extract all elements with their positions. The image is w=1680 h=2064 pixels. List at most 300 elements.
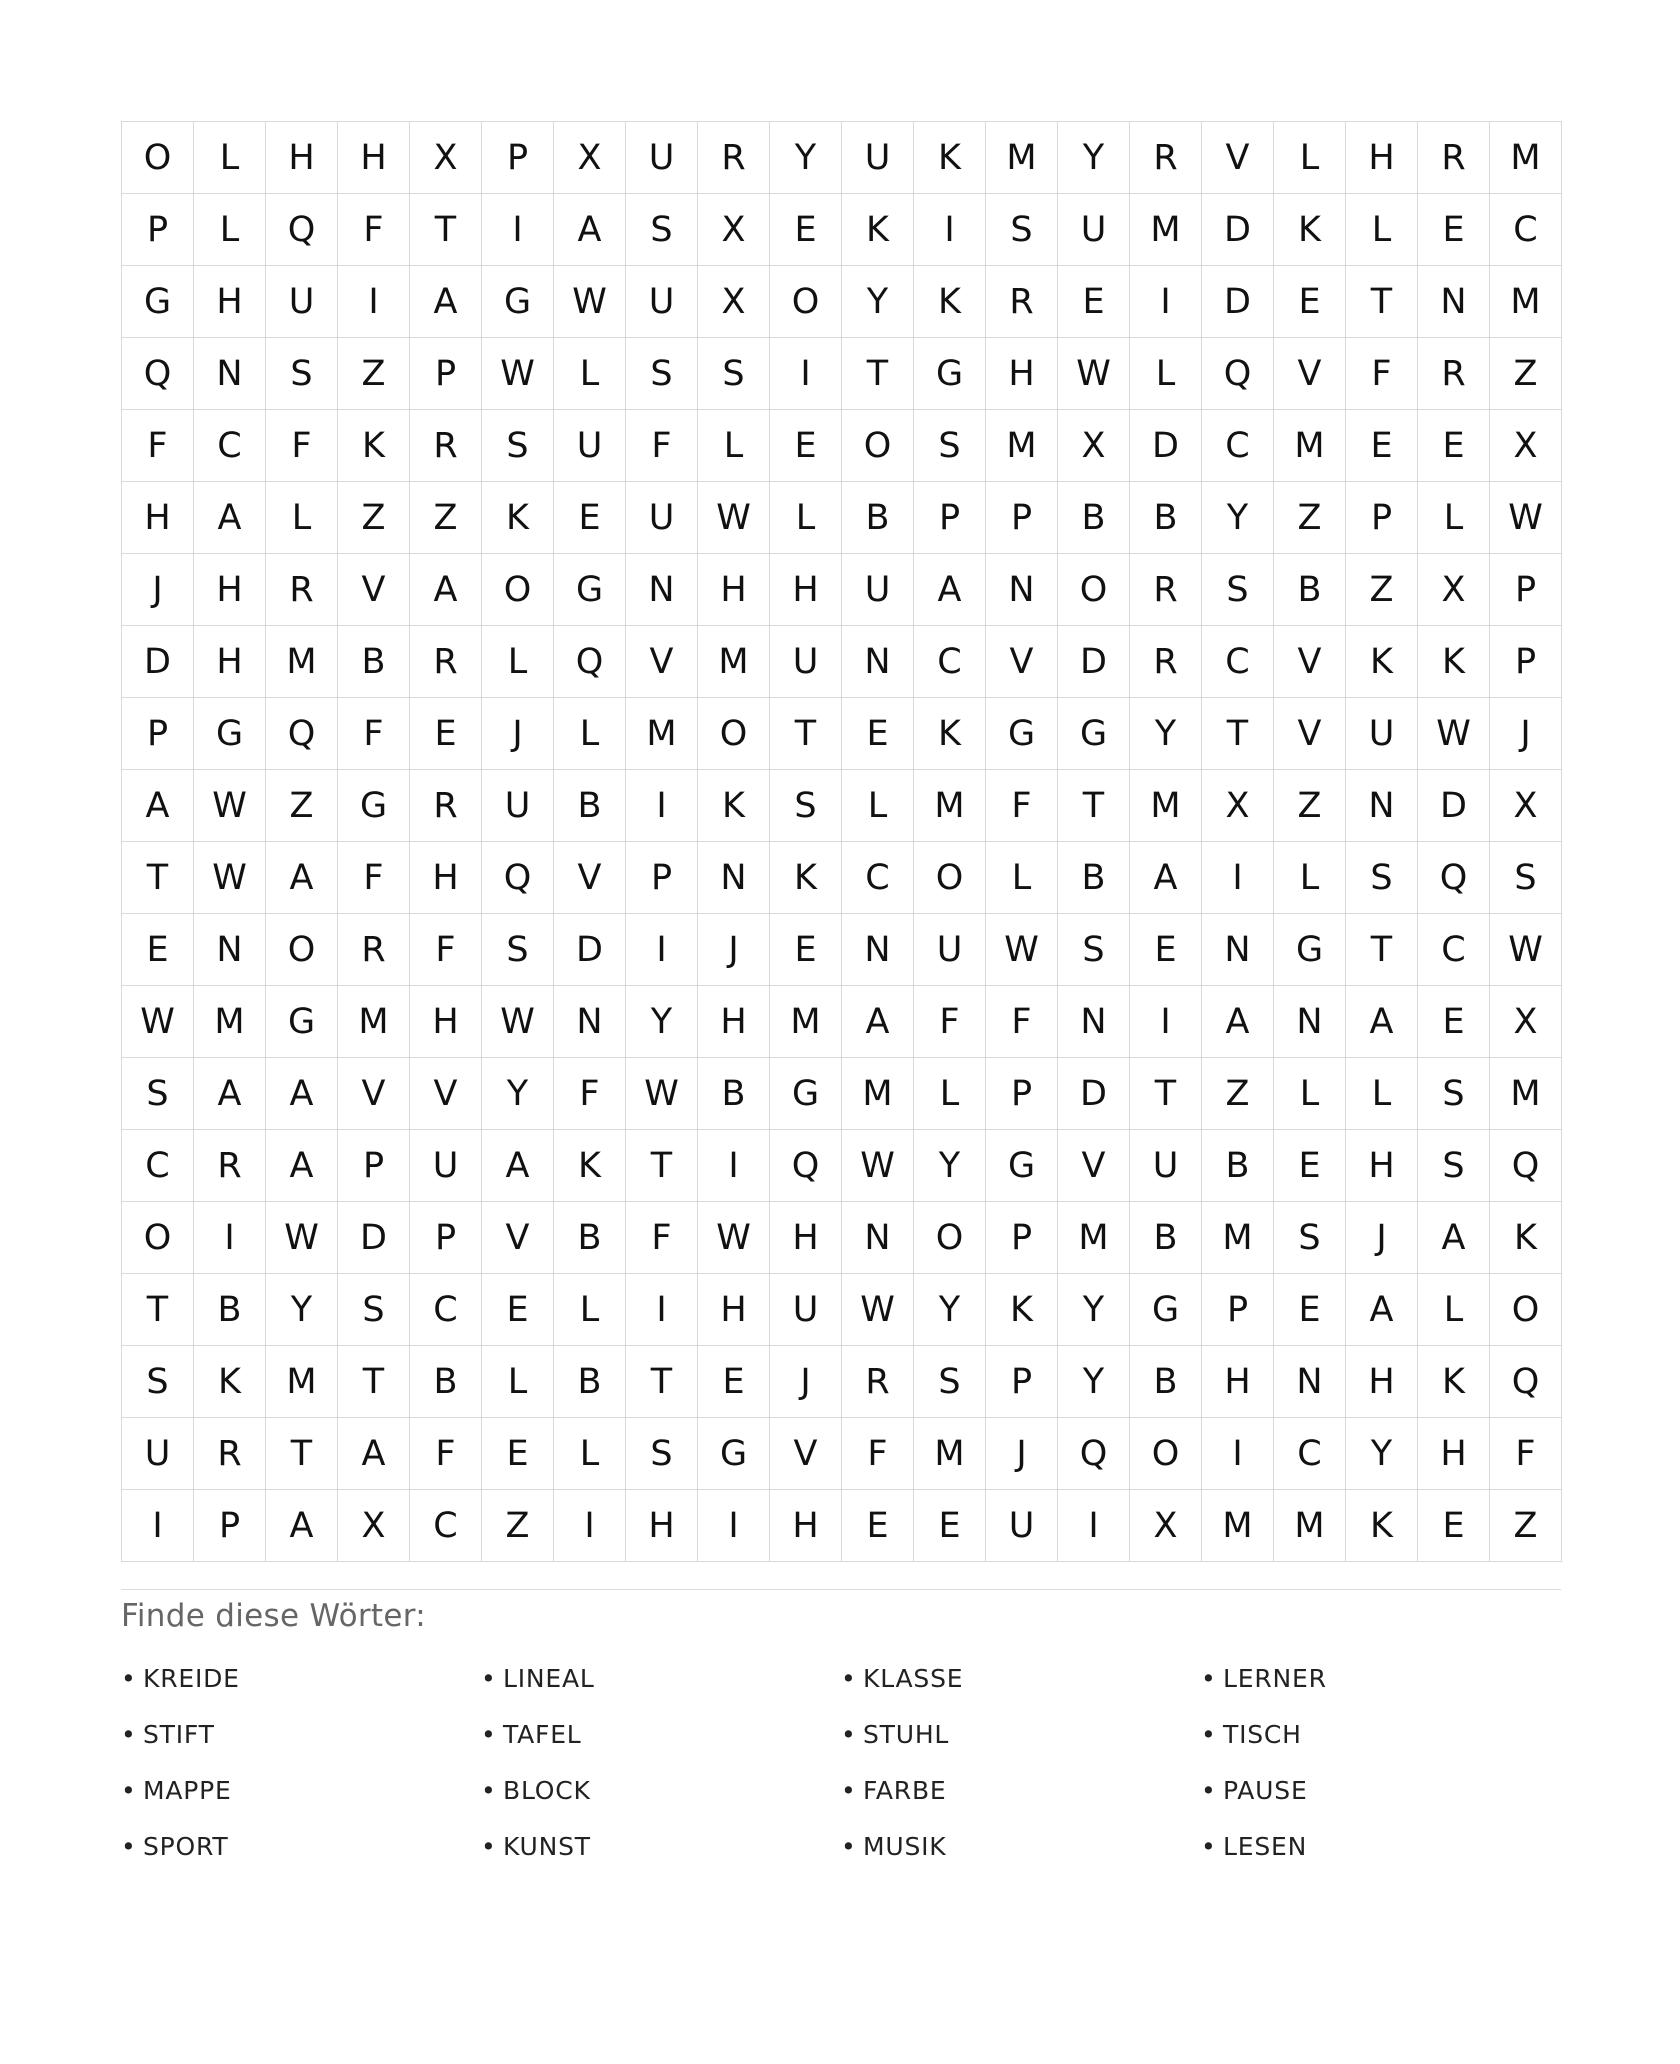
grid-cell[interactable]: A	[554, 194, 626, 266]
grid-cell[interactable]: A	[1202, 986, 1274, 1058]
grid-cell[interactable]: A	[842, 986, 914, 1058]
grid-cell[interactable]: I	[1130, 986, 1202, 1058]
grid-cell[interactable]: K	[1418, 626, 1490, 698]
grid-cell[interactable]: M	[1274, 1490, 1346, 1562]
grid-cell[interactable]: E	[698, 1346, 770, 1418]
grid-cell[interactable]: L	[1274, 842, 1346, 914]
grid-cell[interactable]: W	[554, 266, 626, 338]
grid-cell[interactable]: H	[626, 1490, 698, 1562]
grid-cell[interactable]: D	[1058, 1058, 1130, 1130]
grid-cell[interactable]: R	[1130, 122, 1202, 194]
grid-cell[interactable]: A	[266, 1490, 338, 1562]
grid-cell[interactable]: G	[554, 554, 626, 626]
grid-cell[interactable]: F	[914, 986, 986, 1058]
grid-cell[interactable]: M	[338, 986, 410, 1058]
grid-cell[interactable]: M	[626, 698, 698, 770]
grid-cell[interactable]: R	[194, 1418, 266, 1490]
grid-cell[interactable]: H	[1202, 1346, 1274, 1418]
grid-cell[interactable]: E	[1130, 914, 1202, 986]
grid-cell[interactable]: P	[194, 1490, 266, 1562]
grid-cell[interactable]: E	[1346, 410, 1418, 482]
grid-cell[interactable]: N	[1274, 986, 1346, 1058]
grid-cell[interactable]: W	[194, 842, 266, 914]
grid-cell[interactable]: X	[410, 122, 482, 194]
grid-cell[interactable]: V	[554, 842, 626, 914]
grid-cell[interactable]: P	[1346, 482, 1418, 554]
grid-cell[interactable]: A	[266, 1058, 338, 1130]
grid-cell[interactable]: H	[770, 1490, 842, 1562]
grid-cell[interactable]: R	[410, 770, 482, 842]
grid-cell[interactable]: C	[1202, 410, 1274, 482]
grid-cell[interactable]: G	[482, 266, 554, 338]
grid-cell[interactable]: U	[482, 770, 554, 842]
grid-cell[interactable]: N	[842, 626, 914, 698]
grid-cell[interactable]: V	[338, 554, 410, 626]
grid-cell[interactable]: C	[122, 1130, 194, 1202]
grid-cell[interactable]: E	[554, 482, 626, 554]
grid-cell[interactable]: F	[842, 1418, 914, 1490]
grid-cell[interactable]: V	[1058, 1130, 1130, 1202]
grid-cell[interactable]: S	[1274, 1202, 1346, 1274]
grid-cell[interactable]: O	[122, 1202, 194, 1274]
grid-cell[interactable]: R	[410, 410, 482, 482]
grid-cell[interactable]: H	[410, 842, 482, 914]
grid-cell[interactable]: K	[1346, 1490, 1418, 1562]
grid-cell[interactable]: X	[1490, 770, 1562, 842]
grid-cell[interactable]: D	[1202, 266, 1274, 338]
grid-cell[interactable]: U	[842, 554, 914, 626]
grid-cell[interactable]: E	[770, 914, 842, 986]
grid-cell[interactable]: P	[122, 194, 194, 266]
grid-cell[interactable]: N	[194, 914, 266, 986]
grid-cell[interactable]: P	[986, 1058, 1058, 1130]
grid-cell[interactable]: Q	[266, 194, 338, 266]
grid-cell[interactable]: T	[1130, 1058, 1202, 1130]
grid-cell[interactable]: E	[1418, 1490, 1490, 1562]
grid-cell[interactable]: C	[1490, 194, 1562, 266]
grid-cell[interactable]: P	[338, 1130, 410, 1202]
grid-cell[interactable]: S	[1418, 1058, 1490, 1130]
grid-cell[interactable]: M	[1490, 1058, 1562, 1130]
grid-cell[interactable]: S	[626, 194, 698, 266]
grid-cell[interactable]: B	[1202, 1130, 1274, 1202]
grid-cell[interactable]: P	[986, 1346, 1058, 1418]
grid-cell[interactable]: A	[1418, 1202, 1490, 1274]
grid-cell[interactable]: F	[626, 410, 698, 482]
grid-cell[interactable]: X	[698, 194, 770, 266]
grid-cell[interactable]: R	[698, 122, 770, 194]
grid-cell[interactable]: W	[842, 1274, 914, 1346]
grid-cell[interactable]: Y	[770, 122, 842, 194]
grid-cell[interactable]: C	[914, 626, 986, 698]
grid-cell[interactable]: J	[122, 554, 194, 626]
grid-cell[interactable]: L	[266, 482, 338, 554]
grid-cell[interactable]: L	[1130, 338, 1202, 410]
grid-cell[interactable]: R	[1130, 554, 1202, 626]
grid-cell[interactable]: W	[842, 1130, 914, 1202]
grid-cell[interactable]: O	[1130, 1418, 1202, 1490]
grid-cell[interactable]: G	[698, 1418, 770, 1490]
grid-cell[interactable]: I	[698, 1490, 770, 1562]
grid-cell[interactable]: S	[1418, 1130, 1490, 1202]
grid-cell[interactable]: T	[338, 1346, 410, 1418]
grid-cell[interactable]: B	[1130, 1346, 1202, 1418]
grid-cell[interactable]: R	[1130, 626, 1202, 698]
grid-cell[interactable]: Z	[1274, 482, 1346, 554]
grid-cell[interactable]: V	[1274, 698, 1346, 770]
grid-cell[interactable]: J	[1346, 1202, 1418, 1274]
grid-cell[interactable]: F	[338, 194, 410, 266]
grid-cell[interactable]: L	[554, 698, 626, 770]
grid-cell[interactable]: T	[1346, 266, 1418, 338]
grid-cell[interactable]: V	[986, 626, 1058, 698]
grid-cell[interactable]: P	[122, 698, 194, 770]
grid-cell[interactable]: Y	[1202, 482, 1274, 554]
grid-cell[interactable]: M	[1202, 1202, 1274, 1274]
grid-cell[interactable]: K	[1346, 626, 1418, 698]
grid-cell[interactable]: I	[1202, 842, 1274, 914]
grid-cell[interactable]: U	[122, 1418, 194, 1490]
grid-cell[interactable]: E	[1274, 1274, 1346, 1346]
grid-cell[interactable]: M	[1490, 122, 1562, 194]
grid-cell[interactable]: I	[626, 770, 698, 842]
grid-cell[interactable]: H	[1346, 122, 1418, 194]
grid-cell[interactable]: S	[266, 338, 338, 410]
grid-cell[interactable]: P	[482, 122, 554, 194]
grid-cell[interactable]: A	[1346, 1274, 1418, 1346]
grid-cell[interactable]: F	[410, 914, 482, 986]
grid-cell[interactable]: G	[1130, 1274, 1202, 1346]
grid-cell[interactable]: P	[626, 842, 698, 914]
grid-cell[interactable]: N	[1202, 914, 1274, 986]
grid-cell[interactable]: W	[194, 770, 266, 842]
grid-cell[interactable]: D	[1058, 626, 1130, 698]
grid-cell[interactable]: S	[482, 914, 554, 986]
grid-cell[interactable]: E	[914, 1490, 986, 1562]
grid-cell[interactable]: B	[410, 1346, 482, 1418]
grid-cell[interactable]: I	[698, 1130, 770, 1202]
grid-cell[interactable]: E	[770, 194, 842, 266]
grid-cell[interactable]: H	[770, 1202, 842, 1274]
grid-cell[interactable]: K	[914, 698, 986, 770]
grid-cell[interactable]: T	[626, 1130, 698, 1202]
grid-cell[interactable]: K	[698, 770, 770, 842]
grid-cell[interactable]: L	[1346, 194, 1418, 266]
grid-cell[interactable]: H	[698, 554, 770, 626]
grid-cell[interactable]: O	[266, 914, 338, 986]
grid-cell[interactable]: L	[554, 1418, 626, 1490]
grid-cell[interactable]: H	[194, 626, 266, 698]
grid-cell[interactable]: K	[914, 122, 986, 194]
grid-cell[interactable]: S	[626, 338, 698, 410]
grid-cell[interactable]: O	[914, 1202, 986, 1274]
grid-cell[interactable]: G	[1274, 914, 1346, 986]
grid-cell[interactable]: W	[482, 338, 554, 410]
grid-cell[interactable]: Z	[410, 482, 482, 554]
grid-cell[interactable]: U	[554, 410, 626, 482]
grid-cell[interactable]: E	[122, 914, 194, 986]
grid-cell[interactable]: H	[770, 554, 842, 626]
grid-cell[interactable]: H	[338, 122, 410, 194]
grid-cell[interactable]: H	[410, 986, 482, 1058]
grid-cell[interactable]: S	[914, 1346, 986, 1418]
grid-cell[interactable]: U	[986, 1490, 1058, 1562]
grid-cell[interactable]: A	[338, 1418, 410, 1490]
grid-cell[interactable]: L	[1274, 122, 1346, 194]
grid-cell[interactable]: H	[266, 122, 338, 194]
grid-cell[interactable]: U	[266, 266, 338, 338]
grid-cell[interactable]: D	[1418, 770, 1490, 842]
grid-cell[interactable]: K	[770, 842, 842, 914]
grid-cell[interactable]: K	[482, 482, 554, 554]
grid-cell[interactable]: B	[554, 1346, 626, 1418]
grid-cell[interactable]: O	[1058, 554, 1130, 626]
grid-cell[interactable]: P	[986, 482, 1058, 554]
grid-cell[interactable]: T	[1202, 698, 1274, 770]
grid-cell[interactable]: U	[626, 266, 698, 338]
grid-cell[interactable]: A	[914, 554, 986, 626]
grid-cell[interactable]: Q	[266, 698, 338, 770]
grid-cell[interactable]: A	[410, 266, 482, 338]
grid-cell[interactable]: P	[1490, 554, 1562, 626]
grid-cell[interactable]: M	[1274, 410, 1346, 482]
grid-cell[interactable]: F	[410, 1418, 482, 1490]
grid-cell[interactable]: Q	[1058, 1418, 1130, 1490]
grid-cell[interactable]: G	[194, 698, 266, 770]
grid-cell[interactable]: E	[410, 698, 482, 770]
grid-cell[interactable]: F	[122, 410, 194, 482]
grid-cell[interactable]: K	[554, 1130, 626, 1202]
grid-cell[interactable]: N	[554, 986, 626, 1058]
grid-cell[interactable]: A	[482, 1130, 554, 1202]
grid-cell[interactable]: S	[122, 1346, 194, 1418]
grid-cell[interactable]: L	[554, 338, 626, 410]
grid-cell[interactable]: N	[1346, 770, 1418, 842]
grid-cell[interactable]: M	[1202, 1490, 1274, 1562]
grid-cell[interactable]: Y	[626, 986, 698, 1058]
grid-cell[interactable]: B	[554, 770, 626, 842]
grid-cell[interactable]: L	[1418, 1274, 1490, 1346]
grid-cell[interactable]: Y	[914, 1274, 986, 1346]
grid-cell[interactable]: H	[698, 1274, 770, 1346]
grid-cell[interactable]: J	[770, 1346, 842, 1418]
grid-cell[interactable]: M	[194, 986, 266, 1058]
grid-cell[interactable]: S	[482, 410, 554, 482]
grid-cell[interactable]: E	[1418, 410, 1490, 482]
grid-cell[interactable]: A	[410, 554, 482, 626]
grid-cell[interactable]: G	[986, 698, 1058, 770]
grid-cell[interactable]: O	[698, 698, 770, 770]
grid-cell[interactable]: W	[626, 1058, 698, 1130]
grid-cell[interactable]: G	[266, 986, 338, 1058]
grid-cell[interactable]: E	[1274, 1130, 1346, 1202]
grid-cell[interactable]: N	[842, 914, 914, 986]
grid-cell[interactable]: S	[122, 1058, 194, 1130]
grid-cell[interactable]: J	[482, 698, 554, 770]
grid-cell[interactable]: M	[986, 122, 1058, 194]
grid-cell[interactable]: Y	[482, 1058, 554, 1130]
grid-cell[interactable]: E	[770, 410, 842, 482]
grid-cell[interactable]: L	[482, 626, 554, 698]
grid-cell[interactable]: S	[1346, 842, 1418, 914]
grid-cell[interactable]: Q	[1418, 842, 1490, 914]
grid-cell[interactable]: I	[554, 1490, 626, 1562]
grid-cell[interactable]: S	[1058, 914, 1130, 986]
grid-cell[interactable]: M	[1058, 1202, 1130, 1274]
grid-cell[interactable]: N	[842, 1202, 914, 1274]
grid-cell[interactable]: K	[914, 266, 986, 338]
grid-cell[interactable]: O	[770, 266, 842, 338]
grid-cell[interactable]: N	[1274, 1346, 1346, 1418]
grid-cell[interactable]: V	[770, 1418, 842, 1490]
grid-cell[interactable]: Z	[338, 482, 410, 554]
grid-cell[interactable]: B	[698, 1058, 770, 1130]
grid-cell[interactable]: R	[1418, 122, 1490, 194]
grid-cell[interactable]: R	[986, 266, 1058, 338]
grid-cell[interactable]: U	[770, 1274, 842, 1346]
grid-cell[interactable]: L	[554, 1274, 626, 1346]
grid-cell[interactable]: D	[1130, 410, 1202, 482]
grid-cell[interactable]: T	[626, 1346, 698, 1418]
grid-cell[interactable]: G	[122, 266, 194, 338]
grid-cell[interactable]: U	[1058, 194, 1130, 266]
grid-cell[interactable]: A	[1130, 842, 1202, 914]
grid-cell[interactable]: S	[986, 194, 1058, 266]
grid-cell[interactable]: M	[698, 626, 770, 698]
grid-cell[interactable]: M	[266, 1346, 338, 1418]
grid-cell[interactable]: I	[338, 266, 410, 338]
grid-cell[interactable]: U	[410, 1130, 482, 1202]
grid-cell[interactable]: K	[338, 410, 410, 482]
grid-cell[interactable]: P	[410, 338, 482, 410]
grid-cell[interactable]: T	[410, 194, 482, 266]
grid-cell[interactable]: D	[1202, 194, 1274, 266]
grid-cell[interactable]: F	[266, 410, 338, 482]
grid-cell[interactable]: X	[1058, 410, 1130, 482]
grid-cell[interactable]: P	[986, 1202, 1058, 1274]
grid-cell[interactable]: B	[1130, 482, 1202, 554]
grid-cell[interactable]: R	[338, 914, 410, 986]
grid-cell[interactable]: O	[1490, 1274, 1562, 1346]
grid-cell[interactable]: I	[1058, 1490, 1130, 1562]
grid-cell[interactable]: I	[770, 338, 842, 410]
grid-cell[interactable]: X	[1490, 986, 1562, 1058]
grid-cell[interactable]: B	[1058, 842, 1130, 914]
grid-cell[interactable]: F	[338, 698, 410, 770]
grid-cell[interactable]: N	[1418, 266, 1490, 338]
grid-cell[interactable]: L	[1418, 482, 1490, 554]
grid-cell[interactable]: W	[1418, 698, 1490, 770]
grid-cell[interactable]: S	[338, 1274, 410, 1346]
grid-cell[interactable]: K	[1418, 1346, 1490, 1418]
grid-cell[interactable]: H	[1346, 1346, 1418, 1418]
grid-cell[interactable]: M	[986, 410, 1058, 482]
grid-cell[interactable]: B	[338, 626, 410, 698]
grid-cell[interactable]: C	[1274, 1418, 1346, 1490]
grid-cell[interactable]: I	[1130, 266, 1202, 338]
grid-cell[interactable]: X	[338, 1490, 410, 1562]
grid-cell[interactable]: C	[194, 410, 266, 482]
grid-cell[interactable]: T	[770, 698, 842, 770]
grid-cell[interactable]: K	[194, 1346, 266, 1418]
grid-cell[interactable]: K	[1490, 1202, 1562, 1274]
grid-cell[interactable]: F	[626, 1202, 698, 1274]
grid-cell[interactable]: I	[1202, 1418, 1274, 1490]
grid-cell[interactable]: X	[1418, 554, 1490, 626]
grid-cell[interactable]: W	[986, 914, 1058, 986]
grid-cell[interactable]: U	[914, 914, 986, 986]
grid-cell[interactable]: N	[1058, 986, 1130, 1058]
grid-cell[interactable]: Z	[482, 1490, 554, 1562]
grid-cell[interactable]: V	[338, 1058, 410, 1130]
grid-cell[interactable]: H	[698, 986, 770, 1058]
grid-cell[interactable]: H	[122, 482, 194, 554]
grid-cell[interactable]: H	[986, 338, 1058, 410]
grid-cell[interactable]: W	[698, 1202, 770, 1274]
grid-cell[interactable]: R	[266, 554, 338, 626]
grid-cell[interactable]: D	[122, 626, 194, 698]
grid-cell[interactable]: S	[914, 410, 986, 482]
grid-cell[interactable]: E	[1274, 266, 1346, 338]
grid-cell[interactable]: L	[194, 122, 266, 194]
grid-cell[interactable]: A	[194, 482, 266, 554]
grid-cell[interactable]: N	[626, 554, 698, 626]
grid-cell[interactable]: U	[842, 122, 914, 194]
grid-cell[interactable]: I	[122, 1490, 194, 1562]
grid-cell[interactable]: U	[626, 482, 698, 554]
grid-cell[interactable]: X	[554, 122, 626, 194]
grid-cell[interactable]: P	[1202, 1274, 1274, 1346]
grid-cell[interactable]: O	[914, 842, 986, 914]
grid-cell[interactable]: E	[482, 1274, 554, 1346]
grid-cell[interactable]: Y	[1058, 122, 1130, 194]
grid-cell[interactable]: M	[1490, 266, 1562, 338]
grid-cell[interactable]: Y	[1058, 1274, 1130, 1346]
grid-cell[interactable]: R	[410, 626, 482, 698]
grid-cell[interactable]: H	[1346, 1130, 1418, 1202]
grid-cell[interactable]: K	[1274, 194, 1346, 266]
grid-cell[interactable]: V	[1274, 626, 1346, 698]
grid-cell[interactable]: L	[842, 770, 914, 842]
grid-cell[interactable]: V	[482, 1202, 554, 1274]
grid-cell[interactable]: T	[1346, 914, 1418, 986]
grid-cell[interactable]: M	[1130, 770, 1202, 842]
grid-cell[interactable]: M	[770, 986, 842, 1058]
grid-cell[interactable]: K	[842, 194, 914, 266]
grid-cell[interactable]: T	[122, 1274, 194, 1346]
grid-cell[interactable]: U	[770, 626, 842, 698]
grid-cell[interactable]: I	[626, 1274, 698, 1346]
grid-cell[interactable]: L	[986, 842, 1058, 914]
grid-cell[interactable]: L	[770, 482, 842, 554]
grid-cell[interactable]: S	[1202, 554, 1274, 626]
grid-cell[interactable]: C	[842, 842, 914, 914]
grid-cell[interactable]: M	[1130, 194, 1202, 266]
grid-cell[interactable]: T	[122, 842, 194, 914]
grid-cell[interactable]: L	[194, 194, 266, 266]
grid-cell[interactable]: P	[1490, 626, 1562, 698]
grid-cell[interactable]: T	[842, 338, 914, 410]
grid-cell[interactable]: F	[1490, 1418, 1562, 1490]
grid-cell[interactable]: V	[410, 1058, 482, 1130]
grid-cell[interactable]: S	[698, 338, 770, 410]
grid-cell[interactable]: E	[482, 1418, 554, 1490]
grid-cell[interactable]: Y	[1130, 698, 1202, 770]
grid-cell[interactable]: N	[194, 338, 266, 410]
grid-cell[interactable]: T	[266, 1418, 338, 1490]
grid-cell[interactable]: C	[410, 1490, 482, 1562]
grid-cell[interactable]: X	[698, 266, 770, 338]
